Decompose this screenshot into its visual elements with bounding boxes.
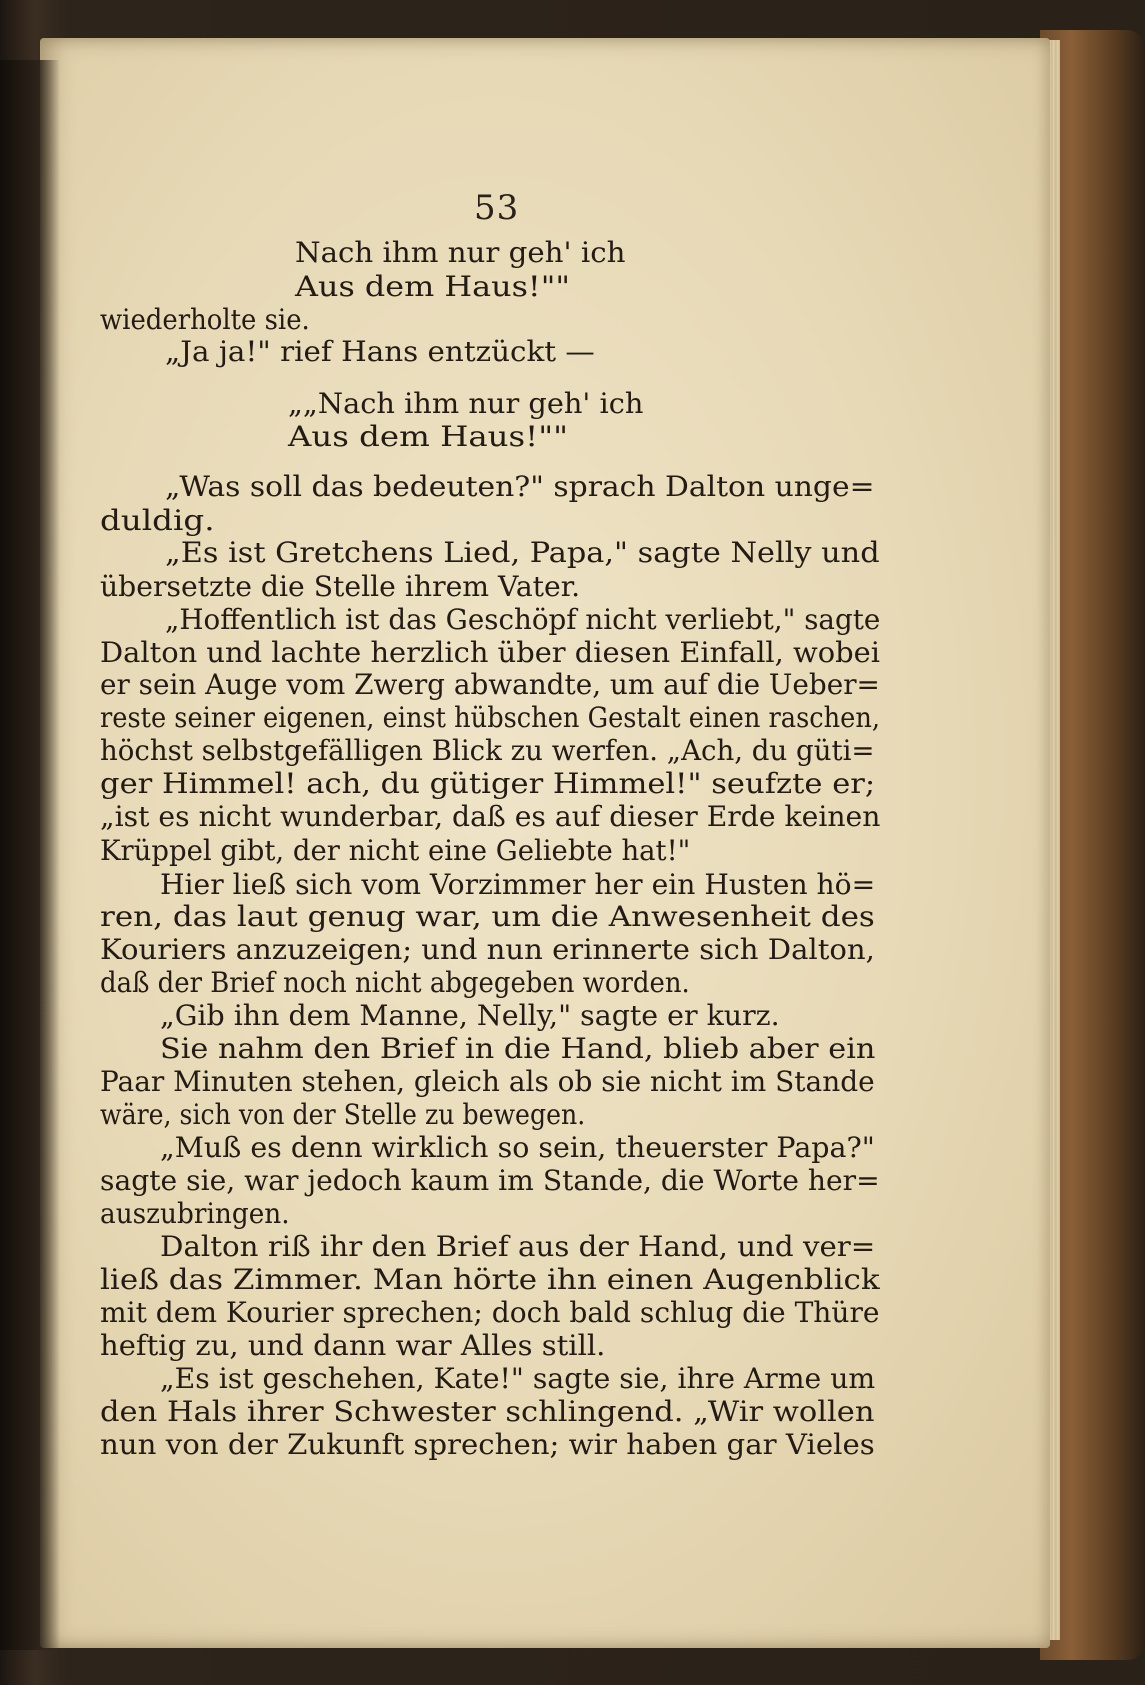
text-line: mit dem Kourier sprechen; doch bald schlug die Thüre bbox=[100, 1296, 880, 1329]
text-line: den Hals ihrer Schwester schlingend. „Wir wollen bbox=[100, 1395, 875, 1428]
text-line: Dalton riß ihr den Brief aus der Hand, und ver= bbox=[160, 1230, 876, 1263]
text-line: er sein Auge vom Zwerg abwandte, um auf die Ueber= bbox=[100, 668, 880, 701]
text-line: ren, das laut genug war, um die Anwesenheit des bbox=[100, 900, 875, 933]
text-line: sagte sie, war jedoch kaum im Stande, die Worte her= bbox=[100, 1164, 880, 1197]
text-line: Kouriers anzuzeigen; und nun erinnerte sich Dalton, bbox=[100, 933, 875, 966]
page-number: 53 bbox=[474, 188, 520, 228]
text-line: Paar Minuten stehen, gleich als ob sie nicht im Stande bbox=[100, 1065, 875, 1098]
text-line: ger Himmel! ach, du gütiger Himmel!" seufzte er; bbox=[100, 767, 876, 800]
text-line: Krüppel gibt, der nicht eine Geliebte hat!" bbox=[100, 834, 691, 867]
text-line: nun von der Zukunft sprechen; wir haben gar Vieles bbox=[100, 1428, 875, 1461]
book-page bbox=[40, 38, 1050, 1648]
text-line: höchst selbstgefälligen Blick zu werfen. „Ach, du güti= bbox=[100, 734, 875, 767]
text-line: „„Nach ihm nur geh' ich bbox=[288, 387, 644, 420]
text-line: „Es ist geschehen, Kate!" sagte sie, ihre Arme um bbox=[160, 1362, 876, 1395]
text-line: „ist es nicht wunderbar, daß es auf dieser Erde keinen bbox=[100, 800, 881, 833]
text-line: „Gib ihn dem Manne, Nelly," sagte er kurz. bbox=[160, 999, 780, 1032]
text-line: ließ das Zimmer. Man hörte ihn einen Augenblick bbox=[100, 1263, 880, 1296]
text-line: auszubringen. bbox=[100, 1197, 290, 1230]
text-line: Aus dem Haus!"" bbox=[288, 420, 568, 453]
text-line: reste seiner eigenen, einst hübschen Gestalt einen raschen, bbox=[100, 701, 881, 734]
text-line: übersetzte die Stelle ihrem Vater. bbox=[100, 570, 581, 603]
spine-shadow bbox=[0, 60, 60, 1650]
text-line: „Was soll das bedeuten?" sprach Dalton unge= bbox=[165, 470, 875, 503]
text-line: wäre, sich von der Stelle zu bewegen. bbox=[100, 1098, 586, 1131]
text-line: heftig zu, und dann war Alles still. bbox=[100, 1329, 606, 1362]
text-line: „Muß es denn wirklich so sein, theuerster Papa?" bbox=[160, 1131, 875, 1164]
text-line: „Hoffentlich ist das Geschöpf nicht verliebt," sagte bbox=[165, 603, 881, 636]
text-line: Hier ließ sich vom Vorzimmer her ein Husten hö= bbox=[160, 868, 876, 901]
text-line: Aus dem Haus!"" bbox=[295, 270, 570, 303]
text-line: „Ja ja!" rief Hans entzückt — bbox=[165, 335, 595, 368]
text-line: duldig. bbox=[100, 504, 215, 537]
text-line: Dalton und lachte herzlich über diesen Einfall, wobei bbox=[100, 636, 880, 669]
text-line: daß der Brief noch nicht abgegeben worden. bbox=[100, 966, 690, 999]
text-line: Sie nahm den Brief in die Hand, blieb aber ein bbox=[160, 1032, 876, 1065]
text-line: wiederholte sie. bbox=[100, 303, 310, 336]
text-line: Nach ihm nur geh' ich bbox=[295, 236, 626, 269]
text-line: „Es ist Gretchens Lied, Papa," sagte Nelly und bbox=[165, 536, 880, 569]
